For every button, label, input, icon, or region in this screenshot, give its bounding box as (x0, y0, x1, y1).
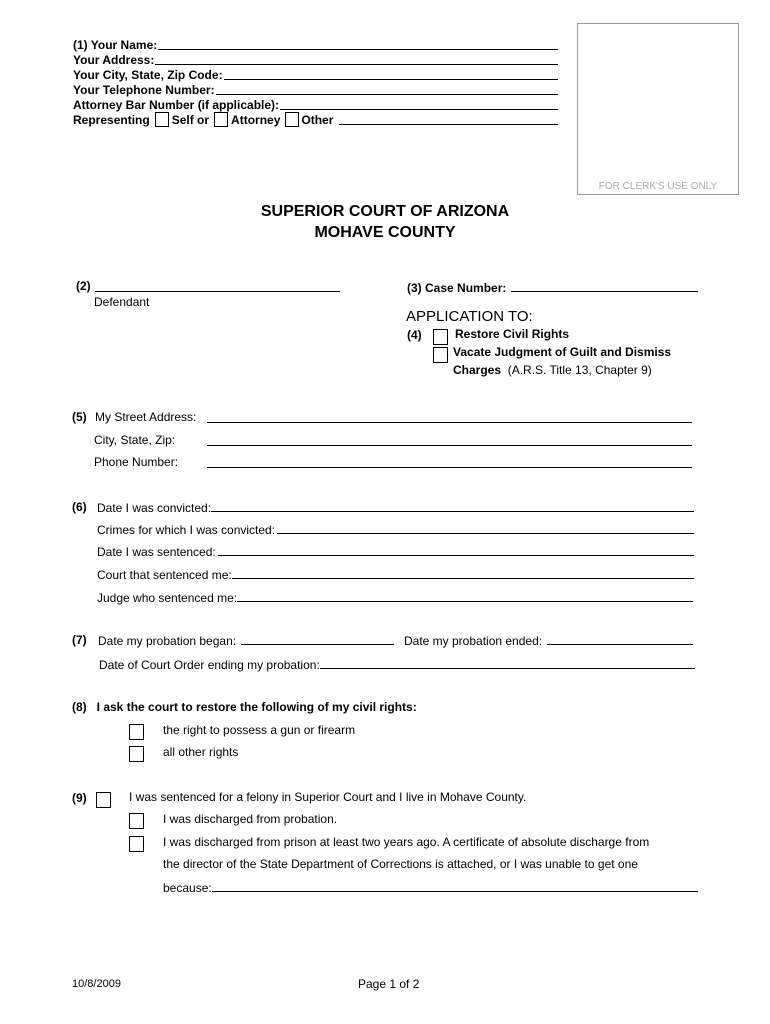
bar-number-label: Attorney Bar Number (if applicable): (73, 98, 280, 112)
date-convicted-field[interactable] (97, 497, 694, 515)
telephone-field[interactable] (73, 82, 558, 97)
section7-number: (7) (72, 633, 87, 647)
court-order-date-field[interactable] (99, 654, 695, 672)
application-number: (4) (407, 328, 422, 342)
bar-number-field[interactable] (73, 97, 558, 112)
phone-number-label: Phone Number: (94, 455, 179, 469)
footer-date: 10/8/2009 (72, 978, 121, 990)
attorney-checkbox[interactable] (214, 112, 228, 127)
street-address-input[interactable] (207, 422, 692, 423)
section9-number: (9) (72, 791, 87, 805)
name-label: (1) Your Name: (73, 38, 158, 52)
self-checkbox[interactable] (155, 112, 169, 127)
defendant-input[interactable] (95, 291, 340, 292)
gun-rights-label: the right to possess a gun or firearm (163, 723, 356, 737)
judge-label: Judge who sentenced me: (97, 591, 238, 605)
probation-began-label: Date my probation began: (98, 634, 237, 648)
county-title: MOHAVE COUNTY (314, 224, 456, 241)
other-label: Other (301, 113, 334, 127)
restore-civil-rights-label: Restore Civil Rights (455, 327, 570, 341)
charges-label: Charges (453, 363, 502, 377)
city-state-zip-input-5[interactable] (207, 445, 692, 446)
section2-number: (2) (76, 279, 91, 293)
city-state-zip-field[interactable] (73, 67, 558, 82)
application-title: APPLICATION TO: (406, 308, 533, 325)
court-order-date-label: Date of Court Order ending my probation: (99, 658, 320, 672)
city-state-zip-label: Your City, State, Zip Code: (73, 68, 223, 82)
city-state-zip-label-5: City, State, Zip: (94, 433, 176, 447)
representing-label: Representing (73, 113, 150, 127)
sentencing-court-label: Court that sentenced me: (97, 568, 232, 582)
telephone-label: Your Telephone Number: (73, 83, 215, 97)
representing-row (73, 112, 558, 127)
date-sentenced-field[interactable] (97, 541, 694, 559)
attorney-label: Attorney (231, 113, 281, 127)
probation-discharge-label: I was discharged from probation. (163, 812, 338, 826)
page-number: Page 1 of 2 (358, 977, 420, 991)
court-title: SUPERIOR COURT OF ARIZONA (260, 203, 510, 220)
clerk-use-box (577, 23, 739, 195)
prison-discharge-label-2: the director of the State Department of Corrections is attached, or I was unable to get one (163, 857, 638, 871)
section6-number: (6) (72, 500, 87, 514)
judge-field[interactable] (97, 587, 693, 605)
probation-discharge-checkbox[interactable] (129, 813, 144, 829)
because-label: because: (163, 881, 212, 895)
felony-checkbox[interactable] (96, 792, 111, 808)
other-rights-checkbox[interactable] (129, 746, 144, 762)
probation-ended-field[interactable] (404, 630, 693, 648)
statute-reference: (A.R.S. Title 13, Chapter 9) (507, 363, 652, 377)
address-field[interactable] (73, 52, 558, 67)
crimes-field[interactable] (97, 519, 694, 537)
self-label: Self or (171, 113, 210, 127)
date-sentenced-label: Date I was sentenced: (97, 545, 216, 559)
name-field[interactable] (73, 37, 558, 52)
date-convicted-label: Date I was convicted: (97, 501, 212, 515)
felony-statement: I was sentenced for a felony in Superior Court and I live in Mohave County. (129, 790, 527, 804)
clerk-use-label: FOR CLERK'S USE ONLY (598, 181, 718, 192)
probation-began-field[interactable] (98, 630, 394, 648)
other-rights-label: all other rights (163, 745, 239, 759)
case-number-label: (3) Case Number: (407, 281, 507, 295)
restore-civil-rights-checkbox[interactable] (433, 329, 448, 345)
section5-number: (5) (72, 410, 87, 424)
crimes-label: Crimes for which I was convicted: (97, 523, 276, 537)
prison-discharge-label-1: I was discharged from prison at least two years ago. A certificate of absolute discharge from (163, 835, 650, 849)
case-number-field[interactable] (407, 277, 698, 295)
sentencing-court-field[interactable] (97, 564, 694, 582)
probation-ended-label: Date my probation ended: (404, 634, 543, 648)
vacate-judgment-checkbox[interactable] (433, 347, 448, 363)
other-checkbox[interactable] (285, 112, 299, 127)
defendant-caption: Defendant (94, 295, 150, 309)
section8-heading: (8) I ask the court to restore the following of my civil rights: (72, 700, 417, 714)
street-address-label: My Street Address: (95, 410, 197, 424)
vacate-judgment-label: Vacate Judgment of Guilt and Dismiss (453, 345, 672, 359)
phone-number-input[interactable] (207, 467, 692, 468)
address-label: Your Address: (73, 53, 155, 67)
because-field[interactable] (163, 877, 698, 895)
gun-rights-checkbox[interactable] (129, 724, 144, 740)
other-input[interactable] (339, 124, 558, 125)
prison-discharge-checkbox[interactable] (129, 836, 144, 852)
